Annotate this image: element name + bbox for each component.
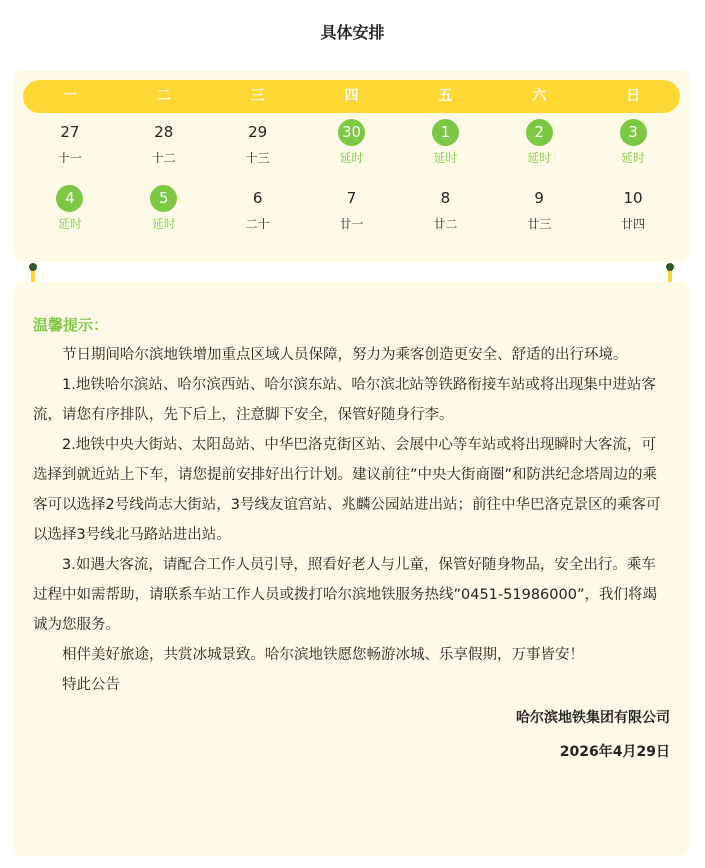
holiday-label: 延时 — [433, 151, 458, 165]
notice-card — [13, 282, 690, 856]
day-number: 3 — [620, 119, 647, 146]
notice-body — [33, 340, 670, 768]
lunar-date: 十三 — [245, 151, 270, 165]
notice-date: 2026年4月29日 — [559, 744, 670, 760]
day-number: 8 — [440, 189, 451, 207]
holiday-label: 延时 — [527, 151, 552, 165]
notice-paragraph: 2.地铁中央大街站、太阳岛站、中华巴洛克街区站、会展中心等车站或将出现瞬时大客流，可选择到就近站上下车，请您提前安排好出行计划。建议前往”中央大街商圈”和防洪纪念塔周边的乘客可以选择2号线尚志大街站，3号线友谊宫站、兆麟公园站进出站；前往中华巴洛克景区的乘客可以选择3号线北马路站进出站。 — [33, 437, 661, 543]
lunar-date: 廿一 — [339, 217, 364, 231]
weekday-sat: 六 — [532, 88, 547, 104]
weekday-mon: 一 — [62, 88, 77, 104]
lunar-date: 二十 — [245, 217, 270, 231]
weekday-header — [23, 80, 680, 113]
calendar-card — [13, 70, 690, 262]
notice-title: 温馨提示： — [33, 316, 109, 334]
lunar-date: 廿三 — [527, 217, 552, 231]
calendar-day — [211, 117, 305, 183]
calendar-day — [117, 183, 211, 249]
calendar-grid — [23, 117, 680, 249]
notice-paragraph: 特此公告 — [62, 677, 120, 693]
weekday-fri: 五 — [438, 88, 453, 104]
weekday-wed: 三 — [250, 88, 265, 104]
calendar-day — [211, 183, 305, 249]
weekday-thu: 四 — [344, 88, 359, 104]
calendar-day — [117, 117, 211, 183]
day-number: 7 — [346, 189, 357, 207]
day-number: 27 — [60, 123, 80, 141]
day-number: 1 — [432, 119, 459, 146]
holiday-label: 延时 — [151, 217, 176, 231]
weekday-sun: 日 — [626, 88, 641, 104]
day-number: 28 — [154, 123, 174, 141]
calendar-day — [586, 183, 680, 249]
calendar-day — [586, 117, 680, 183]
lunar-date: 十二 — [151, 151, 176, 165]
company-signature: 哈尔滨地铁集团有限公司 — [516, 710, 670, 726]
holiday-label: 延时 — [339, 151, 364, 165]
day-number: 5 — [150, 185, 177, 212]
day-number: 6 — [252, 189, 263, 207]
lunar-date: 十一 — [57, 151, 82, 165]
calendar-day — [23, 117, 117, 183]
page-title: 具体安排 — [320, 23, 385, 42]
notice-paragraph: 相伴美好旅途，共赏冰城景致。哈尔滨地铁愿您畅游冰城、乐享假期，万事皆安！ — [62, 647, 584, 663]
notice-paragraph: 节日期间哈尔滨地铁增加重点区域人员保障，努力为乘客创造更安全、舒适的出行环境。 — [62, 347, 628, 363]
calendar-day — [305, 183, 399, 249]
lunar-date: 廿二 — [433, 217, 458, 231]
day-number: 29 — [248, 123, 268, 141]
holiday-label: 延时 — [621, 151, 646, 165]
calendar-day — [398, 117, 492, 183]
holiday-label: 延时 — [57, 217, 82, 231]
day-number: 9 — [534, 189, 544, 207]
day-number: 10 — [623, 189, 643, 207]
calendar-day — [492, 183, 586, 249]
day-number: 30 — [338, 119, 365, 146]
day-number: 4 — [56, 185, 83, 212]
notice-paragraph: 1.地铁哈尔滨站、哈尔滨西站、哈尔滨东站、哈尔滨北站等铁路衔接车站或将出现集中进站客流，请您有序排队，先下后上，注意脚下安全，保管好随身行李。 — [33, 377, 656, 423]
day-number: 2 — [526, 119, 553, 146]
calendar-day — [398, 183, 492, 249]
calendar-day — [305, 117, 399, 183]
calendar-day — [23, 183, 117, 249]
calendar-day — [492, 117, 586, 183]
notice-paragraph: 3.如遇大客流，请配合工作人员引导，照看好老人与儿童，保管好随身物品，安全出行。乘车过程中如需帮助，请联系车站工作人员或拨打哈尔滨地铁服务热线”0451-51986000”，我们将竭诚为您服务。 — [33, 557, 657, 633]
weekday-tue: 二 — [156, 88, 171, 104]
lunar-date: 廿四 — [621, 217, 646, 231]
